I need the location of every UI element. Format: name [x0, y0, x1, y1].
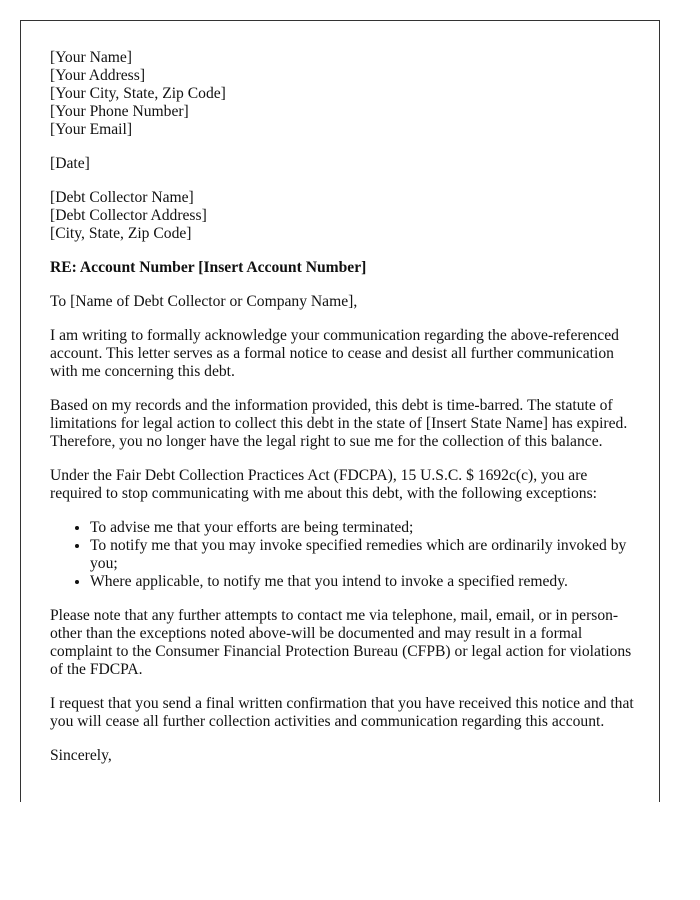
sender-address: [Your Address]	[50, 67, 146, 84]
letter-content	[50, 49, 640, 781]
exceptions-list	[50, 519, 640, 591]
request-paragraph: I request that you send a final written confirmation that you have received this notice and that you will cease all further collection activities and communication regarding this account.	[50, 695, 634, 730]
exception-item: • To notify me that you may invoke specified remedies which are ordinarily invoked by you;	[90, 537, 640, 573]
sender-city-state-zip: [Your City, State, Zip Code]	[50, 85, 226, 102]
subject-line: RE: Account Number [Insert Account Number]	[50, 259, 367, 276]
recipient-name: [Debt Collector Name]	[50, 189, 194, 206]
exception-item: • Where applicable, to notify me that you intend to invoke a specified remedy.	[90, 573, 640, 591]
sender-block	[50, 49, 640, 139]
warning-paragraph: Please note that any further attempts to contact me via telephone, mail, email, or in person-other than the exceptions noted above-will be documented and may result in a formal complaint to the Consumer Financial Protection Bureau (CFPB) or legal action for violations of the FDCPA.	[50, 607, 632, 678]
closing: Sincerely,	[50, 747, 112, 764]
recipient-city-state-zip: [City, State, Zip Code]	[50, 225, 192, 242]
date-block	[50, 155, 640, 173]
sender-phone: [Your Phone Number]	[50, 103, 189, 120]
intro-paragraph: I am writing to formally acknowledge your communication regarding the above-referenced account. This letter serves as a formal notice to cease and desist all further communication with me concerning this debt.	[50, 327, 619, 380]
letter-page	[20, 20, 660, 802]
recipient-address: [Debt Collector Address]	[50, 207, 207, 224]
sender-name: [Your Name]	[50, 49, 133, 66]
fdcpa-paragraph: Under the Fair Debt Collection Practices Act (FDCPA), 15 U.S.C. $ 1692c(c), you are required to stop communicating with me about this debt, with the following exceptions:	[50, 467, 597, 502]
sender-email: [Your Email]	[50, 121, 133, 138]
time-barred-paragraph: Based on my records and the information provided, this debt is time-barred. The statute of limitations for legal action to collect this debt in the state of [Insert State Name] has expired. Therefore, you no longer have the legal right to sue me for the collection of this balance.	[50, 397, 628, 450]
salutation: To [Name of Debt Collector or Company Name],	[50, 293, 358, 310]
exception-item: • To advise me that your efforts are being terminated;	[90, 519, 640, 537]
letter-date: [Date]	[50, 155, 90, 172]
recipient-block	[50, 189, 640, 243]
